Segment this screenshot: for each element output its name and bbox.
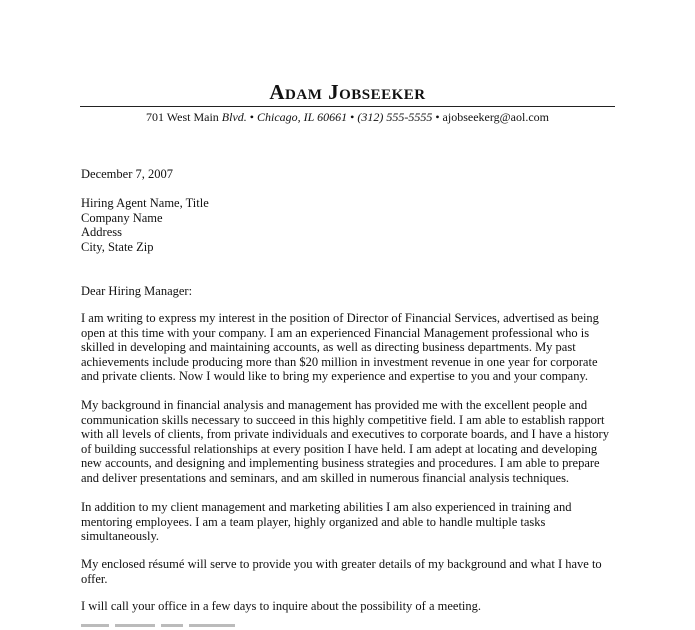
paragraph-introduction [81, 311, 621, 384]
letter-date [81, 167, 621, 182]
paragraph-line: communication skills necessary to succeed in this highly competitive field. I am able to establish rapport [81, 412, 605, 427]
paragraph-enclosure [81, 557, 621, 586]
contact-city: Chicago, IL 60661 [257, 110, 348, 124]
paragraph-follow-up [81, 599, 621, 614]
recipient-line: Hiring Agent Name, Title [81, 196, 209, 210]
recipient-line: City, State Zip [81, 239, 154, 254]
contact-street: 701 West Main [145, 110, 222, 124]
cut-off-text-line [81, 624, 271, 630]
paragraph-line: My background in financial analysis and management has provided me with the excellent people and [81, 398, 588, 412]
contact-separator: • [246, 110, 257, 124]
contact-phone: (312) 555-5555 [357, 110, 433, 124]
recipient-line: Company Name [81, 210, 163, 225]
paragraph-line: and private clients. Now I would like to bring my experience and expertise to you and your company. [81, 369, 589, 384]
paragraph-line: My enclosed résumé will serve to provide you with greater details of my background and what I have to [81, 557, 602, 571]
paragraph-line: open at this time with your company. I am an experienced Financial Management professional who is [81, 325, 590, 340]
paragraph-line: new accounts, and designing and implementing business strategies and procedures. I am able to prepare [81, 456, 600, 471]
salutation [81, 284, 621, 299]
paragraph-line: achievements include producing more than $20 million in investment revenue in one year for corporate [81, 354, 598, 369]
paragraph-line: of building successful relationships at every position I have held. I am adept at locating and developing [81, 441, 598, 456]
sender-name: Adam Jobseeker [269, 80, 426, 104]
paragraph-line: I will call your office in a few days to inquire about the possibility of a meeting. [81, 599, 482, 613]
contact-blvd: Blvd. [221, 110, 247, 124]
recipient-line: Address [81, 225, 122, 240]
contact-line [0, 110, 695, 124]
paragraph-line: with all levels of clients, from private individuals and executives to corporate boards, and I have a history [81, 427, 609, 442]
paragraph-line: skilled in developing and maintaining accounts, as well as directing business departments. My past [81, 340, 576, 355]
paragraph-background [81, 398, 621, 486]
recipient-address [81, 196, 621, 254]
paragraph-line: offer. [81, 571, 108, 586]
paragraph-line: mentoring employees. I am a team player, highly organized and able to handle multiple tasks [81, 514, 546, 529]
paragraph-line: I am writing to express my interest in the position of Director of Financial Services, advertised as being [81, 311, 599, 325]
paragraph-line: and deliver presentations and seminars, and am skilled in numerous financial analysis techniques. [81, 470, 570, 485]
header-divider [80, 106, 615, 107]
date-text: December 7, 2007 [81, 167, 173, 181]
contact-email: ajobseekerg@aol.com [442, 110, 549, 124]
paragraph-additional-skills [81, 500, 621, 544]
paragraph-line: simultaneously. [81, 529, 160, 544]
contact-separator: • [347, 110, 358, 124]
salutation-text: Dear Hiring Manager: [81, 284, 193, 298]
paragraph-line: In addition to my client management and marketing abilities I am also experienced in training and [81, 500, 572, 514]
contact-separator: • [432, 110, 443, 124]
